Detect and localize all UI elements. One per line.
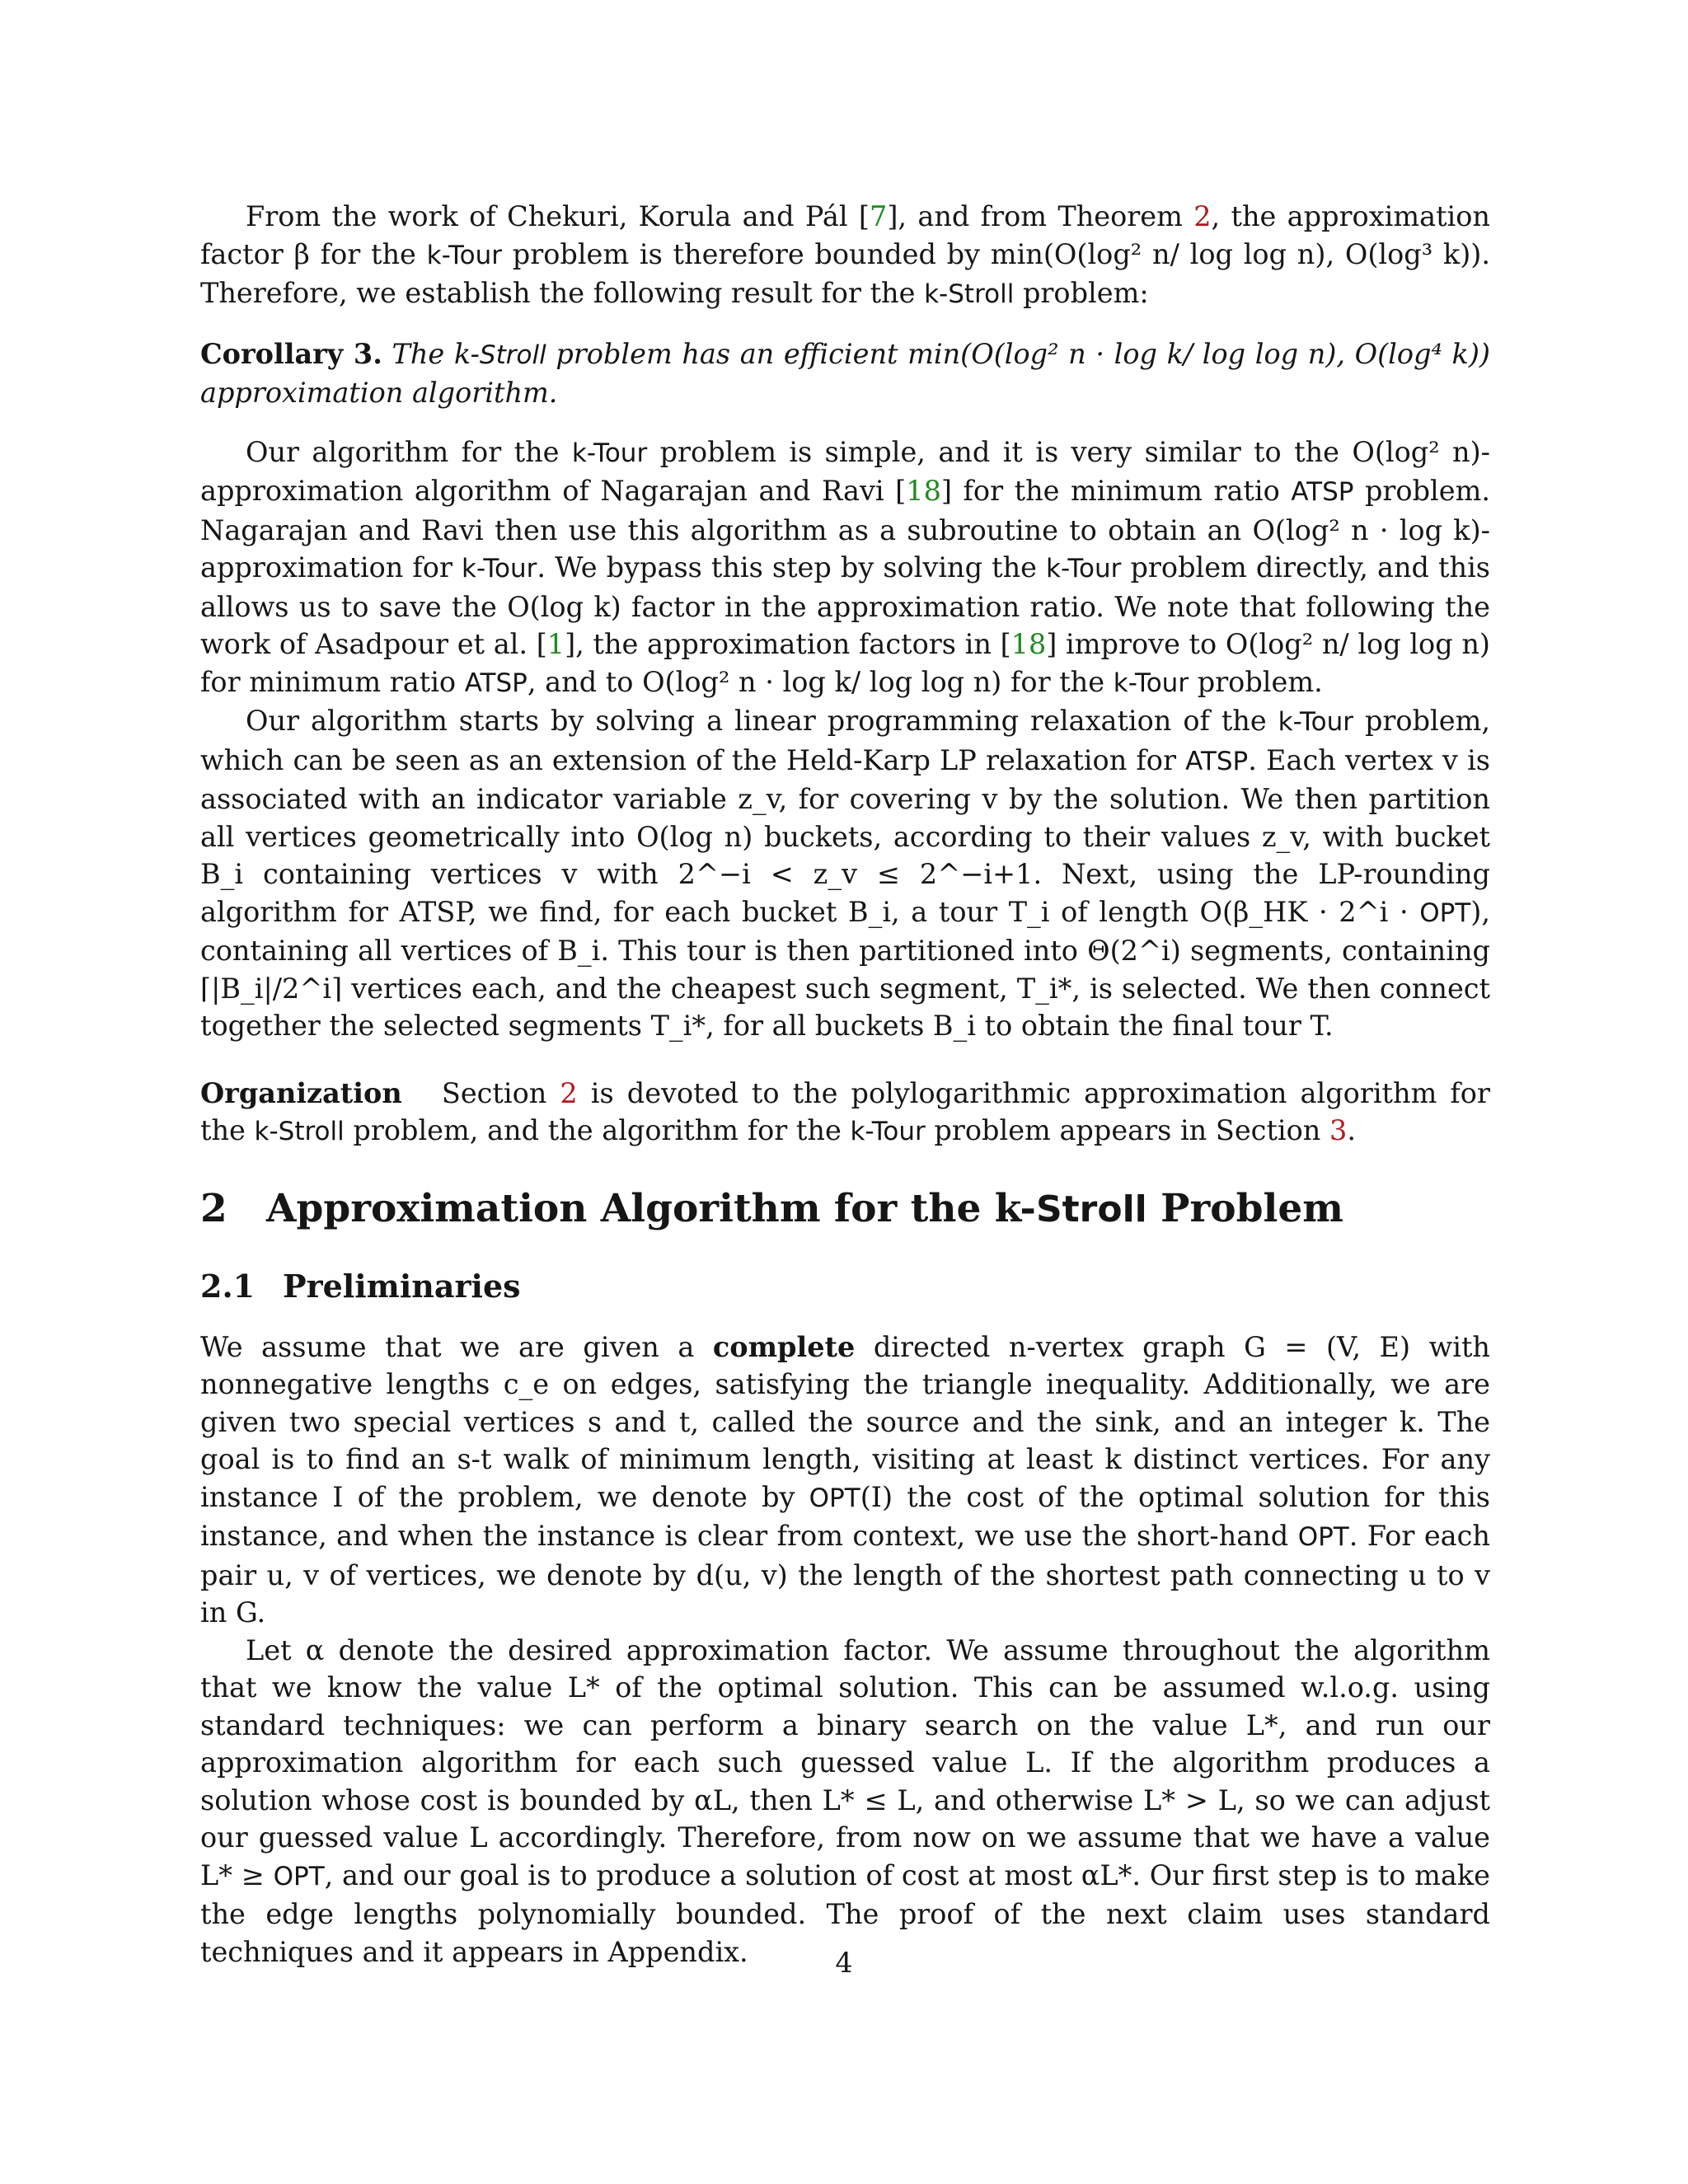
text-run: From the work of Chekuri, Korula and Pál [ bbox=[246, 200, 870, 232]
problem-name: Stroll bbox=[1035, 1188, 1147, 1230]
subsection-title: Preliminaries bbox=[283, 1267, 521, 1305]
problem-name: k-Tour bbox=[1113, 668, 1189, 698]
text-run: ] for the minimum ratio bbox=[940, 475, 1292, 507]
problem-name: k-Stroll bbox=[254, 1117, 345, 1146]
text-run: problem: bbox=[1014, 277, 1149, 309]
section-title-part: Approximation Algorithm for the k- bbox=[266, 1185, 1036, 1231]
problem-name: k-Tour bbox=[426, 240, 502, 270]
section-heading bbox=[200, 1184, 1490, 1235]
text-run: problem directly, and this allows us to save the O(log k) factor in the approximation ratio. We note that following the work of Asadpour et al. [ bbox=[200, 551, 1490, 660]
citation-link[interactable]: 18 bbox=[906, 475, 941, 507]
text-run: , the approximation factor β for the bbox=[200, 200, 1490, 270]
corollary bbox=[200, 335, 1490, 412]
text-run: problem appears in Section bbox=[925, 1114, 1330, 1146]
problem-name: k-Tour bbox=[1046, 554, 1122, 583]
problem-name: ATSP bbox=[1185, 746, 1249, 776]
section-number: 2 bbox=[200, 1185, 227, 1231]
problem-name: k-Tour bbox=[1278, 707, 1353, 737]
opt-symbol: OPT bbox=[1419, 898, 1471, 928]
page-body bbox=[200, 198, 1490, 1971]
section-ref-link[interactable]: 3 bbox=[1329, 1114, 1348, 1146]
theorem-ref-link[interactable]: 2 bbox=[1193, 200, 1212, 232]
text-run: ), containing all vertices of B_i. This tour is then partitioned into Θ(2^i) segments, containing ⌈|B_i|/2^i⌉ vertices each, and the cheapest such segment, T_i*, is selected. We then connect together the selected segments T_i*, for all buckets B_i to obtain the final tour T. bbox=[200, 895, 1490, 1042]
text-run: ], the approximation factors in [ bbox=[565, 628, 1011, 660]
text-run: ], and from Theorem bbox=[887, 200, 1194, 232]
text-run: directed n-vertex graph G = (V, E) with nonnegative lengths c_e on edges, satisfying the triangle inequality. Additionally, we are given two special vertices s and t, called the source and the sink, and an integer k. The goal is to find an s-t walk of minimum length, visiting at least k distinct vertices. For any instance I of the problem, we denote by bbox=[200, 1330, 1490, 1513]
text-run: We assume that we are given a bbox=[200, 1330, 713, 1363]
problem-name: Stroll bbox=[479, 340, 546, 370]
text-run: . Each vertex v is associated with an indicator variable z_v, for covering v by the solution. We then partition all vertices geometrically into O(log n) buckets, according to their values z_v, with bucket B_i containing vertices v with 2^−i < z_v ≤ 2^−i+1. Next, using the LP-rounding algorithm for ATSP, we find, for each bucket B_i, a tour T_i of length O(β_HK · 2^i · bbox=[200, 743, 1490, 928]
text-run: Section bbox=[401, 1076, 560, 1109]
opt-symbol: OPT bbox=[1297, 1522, 1349, 1552]
paragraph-intro bbox=[200, 198, 1490, 314]
problem-name: k-Tour bbox=[571, 438, 648, 468]
bold-term: complete bbox=[712, 1330, 856, 1363]
paragraph-lp-relaxation bbox=[200, 702, 1490, 1045]
text-run: (I) the cost of the optimal solution for this instance, and when the instance is clear from context, we use the short-hand bbox=[200, 1480, 1490, 1552]
text-run: problem. bbox=[1189, 665, 1323, 698]
problem-name: ATSP bbox=[1291, 477, 1354, 507]
citation-link[interactable]: 18 bbox=[1010, 628, 1047, 660]
text-run: problem is therefore bounded by min(O(log² n/ log log n), O(log³ k)). Therefore, we establish the following result for the bbox=[200, 237, 1490, 309]
corollary-label: Corollary 3. bbox=[200, 337, 382, 370]
paragraph-organization bbox=[200, 1075, 1490, 1151]
section-title-part: Problem bbox=[1146, 1185, 1343, 1231]
organization-label: Organization bbox=[200, 1076, 402, 1109]
problem-name: k-Tour bbox=[462, 554, 537, 583]
section-ref-link[interactable]: 2 bbox=[560, 1076, 578, 1109]
text-run: problem has an efficient min(O(log² n · log k/ log log n), O(log⁴ k)) approximation algorithm. bbox=[200, 337, 1490, 409]
opt-symbol: OPT bbox=[273, 1861, 325, 1891]
text-run: problem, which can be seen as an extension of the Held-Karp LP relaxation for bbox=[200, 705, 1490, 776]
text-run: . We bypass this step by solving the bbox=[537, 551, 1047, 583]
text-run: Our algorithm for the bbox=[246, 435, 572, 468]
text-run: Our algorithm starts by solving a linear programming relaxation of the bbox=[246, 705, 1278, 737]
text-run: . For each pair u, v of vertices, we denote by d(u, v) the length of the shortest path connecting u to v in G. bbox=[200, 1520, 1490, 1629]
paragraph-algorithm-overview bbox=[200, 434, 1490, 703]
paragraph-preliminaries bbox=[200, 1329, 1490, 1632]
citation-link[interactable]: 7 bbox=[870, 200, 888, 232]
subsection-number: 2.1 bbox=[200, 1267, 256, 1305]
paragraph-approximation-factor bbox=[200, 1632, 1490, 1971]
problem-name: k-Stroll bbox=[924, 279, 1015, 309]
subsection-heading bbox=[200, 1266, 1490, 1307]
text-run: , and our goal is to produce a solution of cost at most αL*. Our first step is to make the edge lengths polynomially bounded. The proof of the next claim uses standard techniques and it appears in Appendix. bbox=[200, 1858, 1490, 1968]
text-run: Let α denote the desired approximation factor. We assume throughout the algorithm that we know the value L* of the optimal solution. This can be assumed w.l.o.g. using standard techniques: we can perform a binary search on the value L*, and run our approximation algorithm for each such guessed value L. If the algorithm produces a solution whose cost is bounded by αL, then L* ≤ L, and otherwise L* > L, so we can adjust our guessed value L accordingly. Therefore, from now on we assume that we have a value L* ≥ bbox=[200, 1633, 1490, 1891]
problem-name: k-Tour bbox=[850, 1117, 926, 1146]
text-run: The k- bbox=[382, 337, 480, 370]
text-run: , and to O(log² n · log k/ log log n) for the bbox=[527, 665, 1114, 698]
text-run: ] improve to O(log² n/ log log n) for minimum ratio bbox=[200, 628, 1490, 698]
opt-symbol: OPT bbox=[809, 1483, 860, 1513]
text-run: problem, and the algorithm for the bbox=[344, 1114, 851, 1146]
citation-link[interactable]: 1 bbox=[546, 628, 565, 660]
page-number: 4 bbox=[835, 1947, 853, 1979]
text-run: is devoted to the polylogarithmic approximation algorithm for the bbox=[200, 1076, 1490, 1146]
text-run: problem is simple, and it is very similar to the O(log² n)-approximation algorithm of Nagarajan and Ravi [ bbox=[200, 435, 1490, 507]
text-run: problem. Nagarajan and Ravi then use this algorithm as a subroutine to obtain an O(log² n · log k)-approximation for bbox=[200, 475, 1491, 583]
text-run: . bbox=[1347, 1114, 1356, 1146]
problem-name: ATSP bbox=[464, 668, 528, 698]
